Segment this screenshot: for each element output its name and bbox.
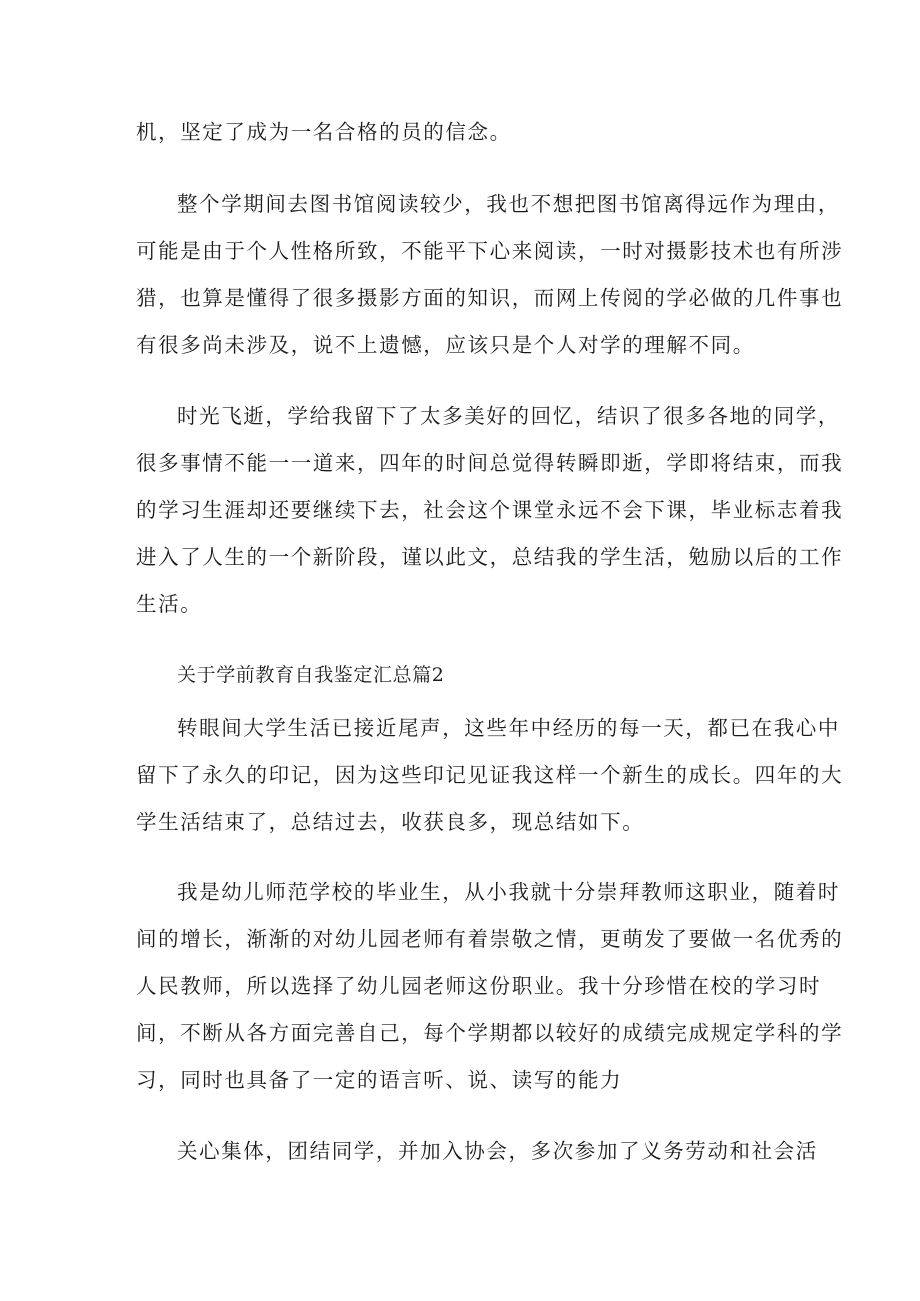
text-line: 进入了人生的一个新阶段，谨以此文，总结我的学生活，勉励以后的工作 xyxy=(136,545,844,569)
text-line: 间的增长，渐渐的对幼儿园老师有着崇敬之情，更萌发了要做一名优秀的 xyxy=(136,927,844,951)
text-line: 人民教师，所以选择了幼儿园老师这份职业。我十分珍惜在校的学习时 xyxy=(136,974,822,998)
text-line: 猎，也算是懂得了很多摄影方面的知识，而网上传阅的学必做的几件事也 xyxy=(136,286,844,310)
text-line: 留下了永久的印记，因为这些印记见证我这样一个新生的成长。四年的大 xyxy=(136,763,844,787)
text-line: 生活。 xyxy=(136,592,203,616)
text-line: 可能是由于个人性格所致，不能平下心来阅读，一时对摄影技术也有所涉 xyxy=(136,239,844,263)
text-line: 的学习生涯却还要继续下去，社会这个课堂永远不会下课，毕业标志着我 xyxy=(136,498,844,522)
text-line: 很多事情不能一一道来，四年的时间总觉得转瞬即逝，学即将结束，而我 xyxy=(136,451,844,475)
text-line: 我是幼儿师范学校的毕业生，从小我就十分崇拜教师这职业，随着时 xyxy=(177,880,840,904)
text-line: 关心集体，团结同学，并加入协会，多次参加了义务劳动和社会活 xyxy=(177,1139,818,1163)
text-line: 间，不断从各方面完善自己，每个学期都以较好的成绩完成规定学科的学 xyxy=(136,1021,844,1045)
text-line: 有很多尚未涉及，说不上遗憾，应该只是个人对学的理解不同。 xyxy=(136,333,755,357)
text-line: 习，同时也具备了一定的语言听、说、读写的能力 xyxy=(136,1068,623,1092)
section-heading: 关于学前教育自我鉴定汇总篇2 xyxy=(177,664,445,686)
text-line: 时光飞逝，学给我留下了太多美好的回忆，结识了很多各地的同学， xyxy=(177,404,840,428)
text-line: 机，坚定了成为一名合格的员的信念。 xyxy=(136,120,512,144)
text-line: 整个学期间去图书馆阅读较少，我也不想把图书馆离得远作为理由， xyxy=(177,192,840,216)
text-line: 转眼间大学生活已接近尾声，这些年中经历的每一天，都已在我心中 xyxy=(177,716,840,740)
text-line: 学生活结束了，总结过去，收获良多，现总结如下。 xyxy=(136,810,645,834)
